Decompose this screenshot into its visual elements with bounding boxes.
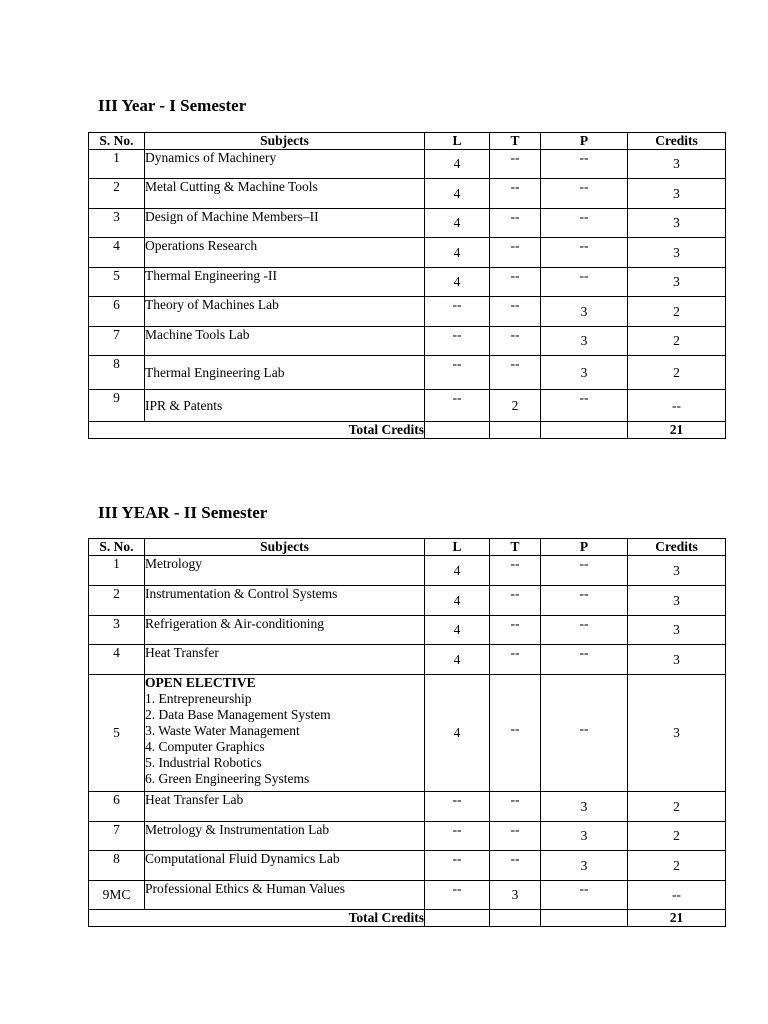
cell-subject: Design of Machine Members–II [145,209,425,238]
col-p: P [541,539,628,556]
table-header-row [89,133,726,150]
cell-p: 3 [541,822,628,851]
cell-l: 4 [425,556,490,586]
cell-credits: 3 [628,238,726,268]
total-l [425,910,490,927]
table-row [89,150,726,179]
cell-credits: 2 [628,851,726,881]
col-subjects: Subjects [145,133,425,150]
cell-p: 3 [541,297,628,327]
cell-l: -- [425,327,490,356]
cell-p: -- [541,881,628,910]
cell-t: -- [490,616,541,645]
cell-l: 4 [425,268,490,297]
cell-credits: 2 [628,297,726,327]
cell-l: 4 [425,586,490,616]
cell-credits: -- [628,390,726,422]
total-label: Total Credits [89,422,425,439]
col-l: L [425,133,490,150]
table-row [89,356,726,390]
cell-l: -- [425,792,490,822]
cell-sno: 3 [89,616,145,645]
total-label: Total Credits [89,910,425,927]
cell-t: -- [490,792,541,822]
cell-subject: Heat Transfer [145,645,425,675]
cell-t: -- [490,645,541,675]
cell-l: 4 [425,150,490,179]
cell-p: -- [541,150,628,179]
col-t: T [490,539,541,556]
open-elective-option: 1. Entrepreneurship [145,691,252,706]
table-row [89,675,726,792]
cell-sno: 4 [89,238,145,268]
cell-l: 4 [425,209,490,238]
cell-t: -- [490,851,541,881]
cell-credits: 2 [628,822,726,851]
cell-sno: 2 [89,586,145,616]
cell-t: -- [490,556,541,586]
cell-credits: 3 [628,616,726,645]
cell-credits: 3 [628,675,726,792]
cell-subject: Operations Research [145,238,425,268]
total-p [541,910,628,927]
cell-l: -- [425,390,490,422]
cell-sno: 6 [89,792,145,822]
open-elective-option: 4. Computer Graphics [145,739,265,754]
cell-l: -- [425,881,490,910]
cell-l: -- [425,822,490,851]
cell-subject-open-elective [145,675,425,792]
cell-subject: Instrumentation & Control Systems [145,586,425,616]
cell-sno: 1 [89,150,145,179]
open-elective-option: 2. Data Base Management System [145,707,331,722]
cell-l: 4 [425,238,490,268]
cell-credits: 3 [628,268,726,297]
cell-l: 4 [425,616,490,645]
cell-sno: 3 [89,209,145,238]
table-row [89,792,726,822]
cell-sno: 9MC [89,881,145,910]
cell-credits: 3 [628,150,726,179]
table-row [89,851,726,881]
cell-p: -- [541,616,628,645]
col-sno: S. No. [89,539,145,556]
cell-credits: 3 [628,645,726,675]
table-row [89,297,726,327]
cell-credits: -- [628,881,726,910]
open-elective-option: 3. Waste Water Management [145,723,300,738]
table-row [89,268,726,297]
open-elective-heading: OPEN ELECTIVE [145,675,256,690]
col-l: L [425,539,490,556]
cell-credits: 3 [628,179,726,209]
sem2-title: III YEAR - II Semester [98,503,268,522]
total-p [541,422,628,439]
table-row [89,179,726,209]
sem2-total-row [89,910,726,927]
cell-t: -- [490,675,541,792]
cell-sno: 5 [89,675,145,792]
total-t [490,910,541,927]
cell-credits: 3 [628,556,726,586]
cell-t: -- [490,209,541,238]
cell-subject: Theory of Machines Lab [145,297,425,327]
col-t: T [490,133,541,150]
cell-subject: Thermal Engineering -II [145,268,425,297]
cell-t: -- [490,586,541,616]
table-row [89,616,726,645]
table-row [89,881,726,910]
cell-t: -- [490,268,541,297]
cell-sno: 8 [89,851,145,881]
cell-t: -- [490,297,541,327]
cell-sno: 1 [89,556,145,586]
cell-l: 4 [425,645,490,675]
total-credits: 21 [628,910,726,927]
cell-sno: 9 [89,390,145,422]
sem1-total-row [89,422,726,439]
col-sno: S. No. [89,133,145,150]
table-row [89,586,726,616]
table-row [89,327,726,356]
cell-sno: 4 [89,645,145,675]
cell-p: -- [541,645,628,675]
sem1-title: III Year - I Semester [98,96,247,115]
cell-sno: 8 [89,356,145,390]
cell-p: -- [541,390,628,422]
cell-credits: 2 [628,327,726,356]
cell-l: 4 [425,675,490,792]
cell-credits: 3 [628,586,726,616]
table-row [89,556,726,586]
open-elective-option: 5. Industrial Robotics [145,755,262,770]
cell-subject: Metrology [145,556,425,586]
cell-p: -- [541,556,628,586]
cell-l: -- [425,297,490,327]
cell-t: -- [490,238,541,268]
cell-p: -- [541,238,628,268]
total-l [425,422,490,439]
col-p: P [541,133,628,150]
cell-subject: Heat Transfer Lab [145,792,425,822]
cell-subject: IPR & Patents [145,390,425,422]
cell-sno: 7 [89,822,145,851]
cell-p: -- [541,209,628,238]
total-t [490,422,541,439]
cell-p: -- [541,268,628,297]
cell-p: 3 [541,327,628,356]
table-row [89,645,726,675]
cell-sno: 2 [89,179,145,209]
cell-credits: 3 [628,209,726,238]
col-credits: Credits [628,539,726,556]
cell-sno: 7 [89,327,145,356]
cell-l: -- [425,851,490,881]
cell-p: 3 [541,792,628,822]
open-elective-option: 6. Green Engineering Systems [145,771,310,786]
cell-p: 3 [541,851,628,881]
cell-l: 4 [425,179,490,209]
cell-t: 2 [490,390,541,422]
cell-subject: Metrology & Instrumentation Lab [145,822,425,851]
cell-p: -- [541,179,628,209]
table-row [89,238,726,268]
cell-credits: 2 [628,792,726,822]
cell-p: -- [541,675,628,792]
total-credits: 21 [628,422,726,439]
sem2-table [88,538,726,927]
cell-t: -- [490,356,541,390]
cell-t: -- [490,327,541,356]
cell-t: 3 [490,881,541,910]
cell-subject: Computational Fluid Dynamics Lab [145,851,425,881]
col-subjects: Subjects [145,539,425,556]
cell-t: -- [490,822,541,851]
cell-p: -- [541,586,628,616]
cell-t: -- [490,150,541,179]
table-header-row [89,539,726,556]
cell-sno: 5 [89,268,145,297]
cell-p: 3 [541,356,628,390]
cell-credits: 2 [628,356,726,390]
table-row [89,822,726,851]
cell-t: -- [490,179,541,209]
cell-subject: Machine Tools Lab [145,327,425,356]
cell-subject: Thermal Engineering Lab [145,356,425,390]
cell-subject: Metal Cutting & Machine Tools [145,179,425,209]
cell-subject: Refrigeration & Air-conditioning [145,616,425,645]
table-row [89,209,726,238]
cell-subject: Professional Ethics & Human Values [145,881,425,910]
cell-sno: 6 [89,297,145,327]
table-row [89,390,726,422]
col-credits: Credits [628,133,726,150]
cell-subject: Dynamics of Machinery [145,150,425,179]
cell-l: -- [425,356,490,390]
sem1-table [88,132,726,439]
